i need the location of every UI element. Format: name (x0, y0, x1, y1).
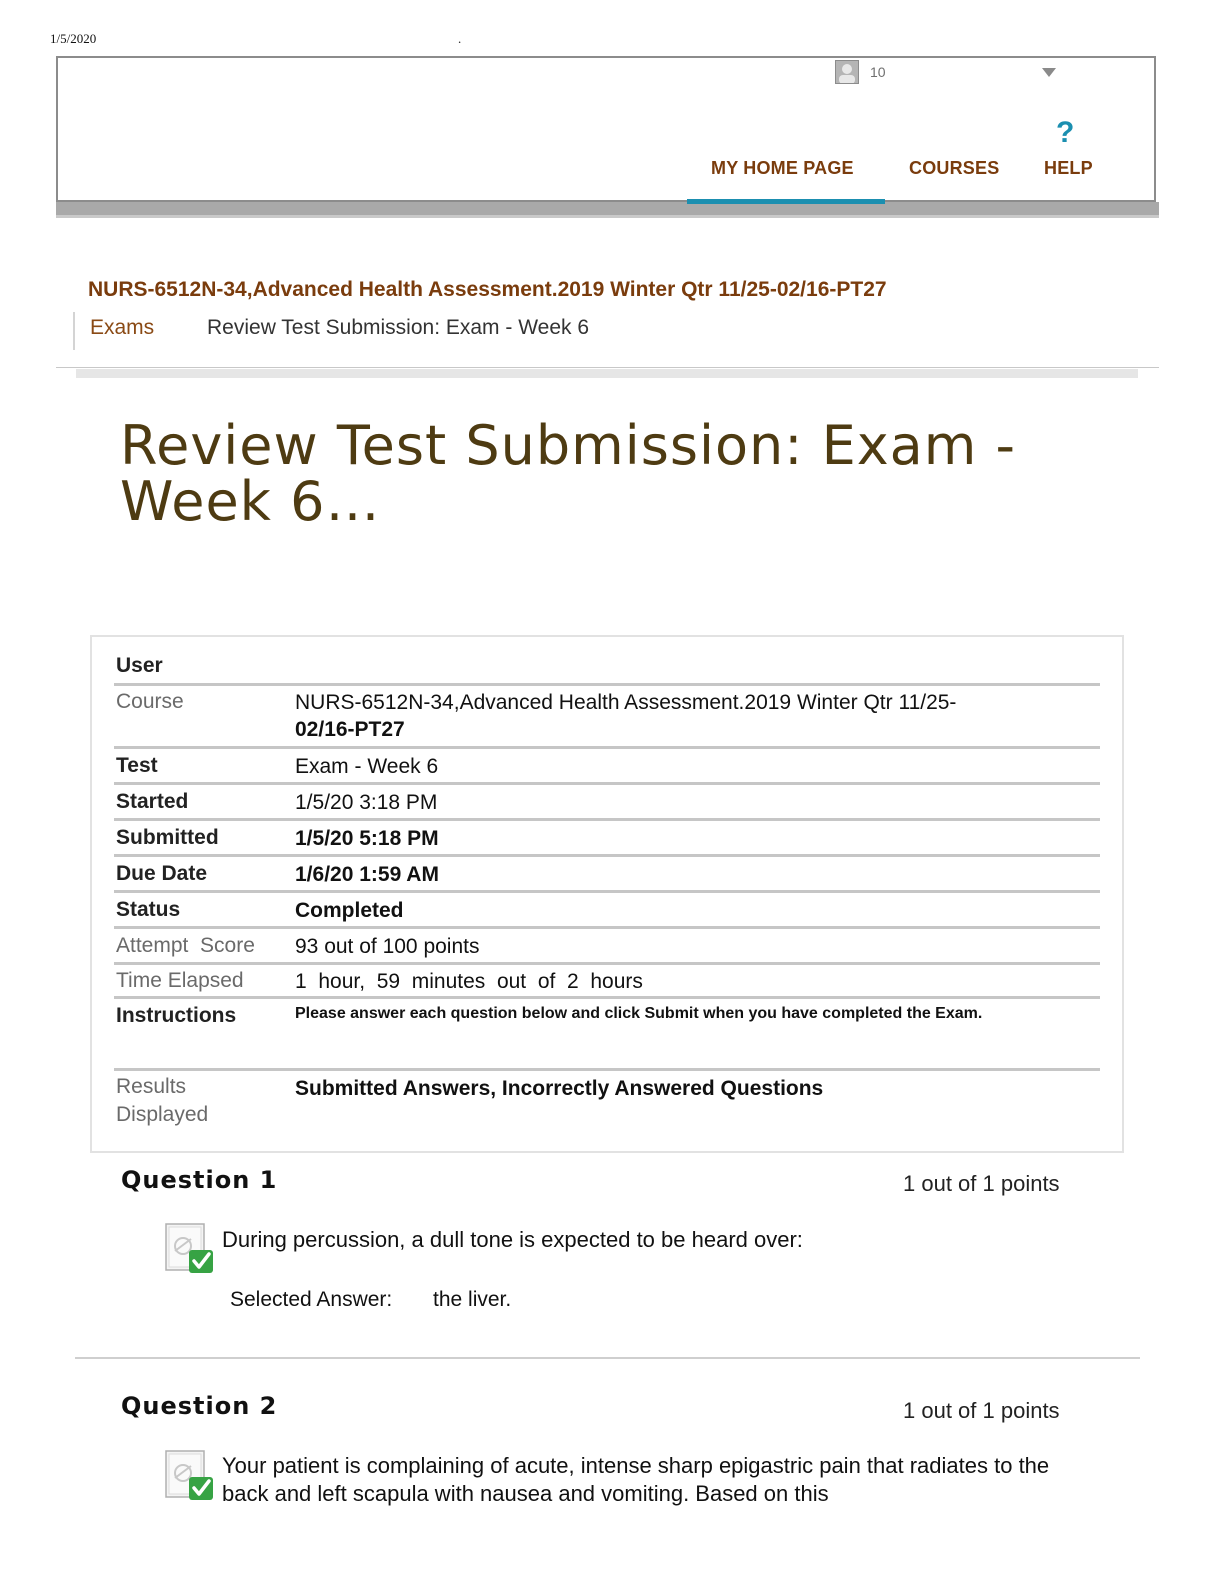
detail-label: Test (116, 754, 158, 777)
detail-value: Submitted Answers, Incorrectly Answered Questions (295, 1077, 824, 1100)
divider-shadow (76, 369, 1138, 378)
page-title: Review Test Submission: Exam - Week 6… (120, 414, 1017, 533)
detail-label: Course (116, 690, 184, 713)
nav-courses[interactable]: COURSES (909, 158, 1000, 178)
detail-row-instructions (114, 999, 1100, 1071)
user-avatar-icon[interactable] (835, 60, 859, 84)
detail-label: Submitted (116, 826, 219, 849)
detail-label: Time Elapsed (116, 969, 244, 992)
detail-value: NURS-6512N-34,Advanced Health Assessment.2019 Winter Qtr 11/25- (295, 691, 957, 714)
detail-row-due-date (114, 857, 1100, 893)
detail-value: Exam - Week 6 (295, 755, 439, 778)
selected-answer-value: the liver. (433, 1288, 512, 1311)
print-date: 1/5/2020 (50, 31, 97, 46)
detail-row-attempt-score (114, 929, 1100, 965)
chevron-down-icon[interactable] (1042, 68, 1056, 77)
nav-help[interactable]: HELP (1044, 158, 1093, 178)
detail-label: Attempt Score (116, 934, 255, 957)
detail-row-results-displayed (114, 1071, 1100, 1133)
instructions-part: Please answer each question below and click (295, 1005, 645, 1022)
question-points: 1 out of 1 points (903, 1171, 1060, 1196)
detail-row-status (114, 893, 1100, 929)
detail-row-course (114, 686, 1100, 749)
instructions-text (295, 1003, 1085, 1024)
detail-label: Instructions (116, 1004, 237, 1027)
detail-label: Status (116, 898, 181, 921)
detail-value: 1 hour, 59 minutes out of 2 hours (295, 970, 643, 993)
detail-value: 1/5/20 3:18 PM (295, 791, 438, 814)
header-bottom-bar (56, 202, 1159, 218)
detail-row-submitted (114, 821, 1100, 857)
correct-answer-icon (165, 1450, 215, 1502)
top-header (56, 56, 1156, 202)
detail-label: Due Date (116, 862, 208, 885)
question-text: During percussion, a dull tone is expected to be heard over: (222, 1227, 803, 1252)
breadcrumb-exams[interactable]: Exams (90, 316, 155, 339)
breadcrumb-current: Review Test Submission: Exam - Week 6 (207, 316, 590, 339)
detail-label: Displayed (116, 1103, 209, 1126)
detail-value: 02/16-PT27 (295, 718, 405, 741)
detail-value: Completed (295, 899, 404, 922)
question-title: Question 1 (121, 1166, 278, 1194)
help-icon[interactable]: ? (1056, 116, 1075, 149)
detail-row-user (114, 652, 1100, 686)
detail-value: 93 out of 100 points (295, 935, 480, 958)
correct-answer-icon (165, 1223, 215, 1275)
divider (56, 367, 1159, 368)
detail-row-started (114, 785, 1100, 821)
question-text: Your patient is complaining of acute, intense sharp epigastric pain that radiates to the back and left scapula with nausea and vomiting. Based on this (222, 1453, 1050, 1506)
detail-label: Started (116, 790, 189, 813)
question-title: Question 2 (121, 1392, 278, 1420)
detail-value: 1/6/20 1:59 AM (295, 863, 439, 886)
detail-label: Results (116, 1075, 187, 1098)
user-notification-count[interactable]: 10 (870, 64, 886, 80)
course-title[interactable]: NURS-6512N-34,Advanced Health Assessment.2019 Winter Qtr 11/25-02/16-PT27 (88, 278, 887, 301)
breadcrumb-divider (73, 312, 75, 350)
question-points: 1 out of 1 points (903, 1398, 1060, 1423)
detail-value: 1/5/20 5:18 PM (295, 827, 439, 850)
detail-row-time-elapsed (114, 965, 1100, 999)
detail-label: User (116, 654, 163, 677)
instructions-submit-word: Submit (644, 1005, 699, 1022)
print-marker: . (458, 31, 462, 46)
selected-answer-label: Selected Answer: (230, 1288, 393, 1311)
detail-row-test (114, 749, 1100, 785)
instructions-part: when you have completed the Exam. (698, 1005, 983, 1022)
active-tab-indicator (687, 199, 885, 204)
nav-my-home-page[interactable]: MY HOME PAGE (711, 158, 854, 178)
question-divider (75, 1357, 1140, 1359)
